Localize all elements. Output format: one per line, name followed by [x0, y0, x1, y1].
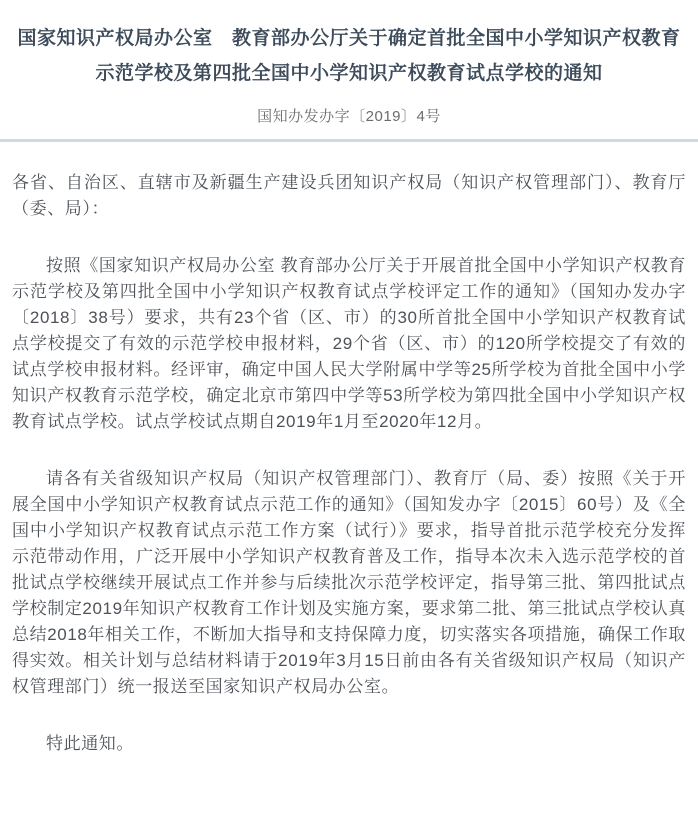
salutation-line: 各省、自治区、直辖市及新疆生产建设兵团知识产权局（知识产权管理部门）、教育厅（委、局）：	[12, 173, 686, 218]
paragraph-evaluation-result: 按照《国家知识产权局办公室 教育部办公厅关于开展首批全国中小学知识产权教育示范学校及第四批全国中小学知识产权教育试点学校评定工作的通知》（国知办发办字〔2018〕38号）要求，共有23个省（区、市）的30所首批全国中小学知识产权教育试点学校提交了有效的示范学校申报材料，29个省（区、市）的120所学校提交了有效的试点学校申报材料。经评审，确定中国人民大学附属中学等25所学校为首批全国中小学知识产权教育示范学校，确定北京市第四中学等53所学校为第四批全国中小学知识产权教育试点学校。试点学校试点期自2019年1月至2020年12月。	[12, 256, 686, 431]
header-divider	[0, 139, 698, 142]
closing-line: 特此通知。	[46, 734, 134, 753]
paragraph-work-requirements: 请各有关省级知识产权局（知识产权管理部门）、教育厅（局、委）按照《关于开展全国中小学知识产权教育试点示范工作的通知》（国知发办字〔2015〕60号）及《全国中小学知识产权教育试点示范工作方案（试行）》要求，指导首批示范学校充分发挥示范带动作用，广泛开展中小学知识产权教育普及工作，指导本次未入选示范学校的首批试点学校继续开展试点工作并参与后续批次示范学校评定，指导第三批、第四批试点学校制定2019年知识产权教育工作计划及实施方案，要求第二批、第三批试点学校认真总结2018年相关工作，不断加大指导和支持保障力度，切实落实各项措施，确保工作取得实效。相关计划与总结材料请于2019年3月15日前由各有关省级知识产权局（知识产权管理部门）统一报送至国家知识产权局办公室。	[12, 469, 686, 696]
document-body	[0, 170, 698, 757]
document-number: 国知办发办字〔2019〕4号	[257, 108, 441, 125]
document-title: 国家知识产权局办公室 教育部办公厅关于确定首批全国中小学知识产权教育示范学校及第四批全国中小学知识产权教育试点学校的通知	[17, 28, 681, 84]
